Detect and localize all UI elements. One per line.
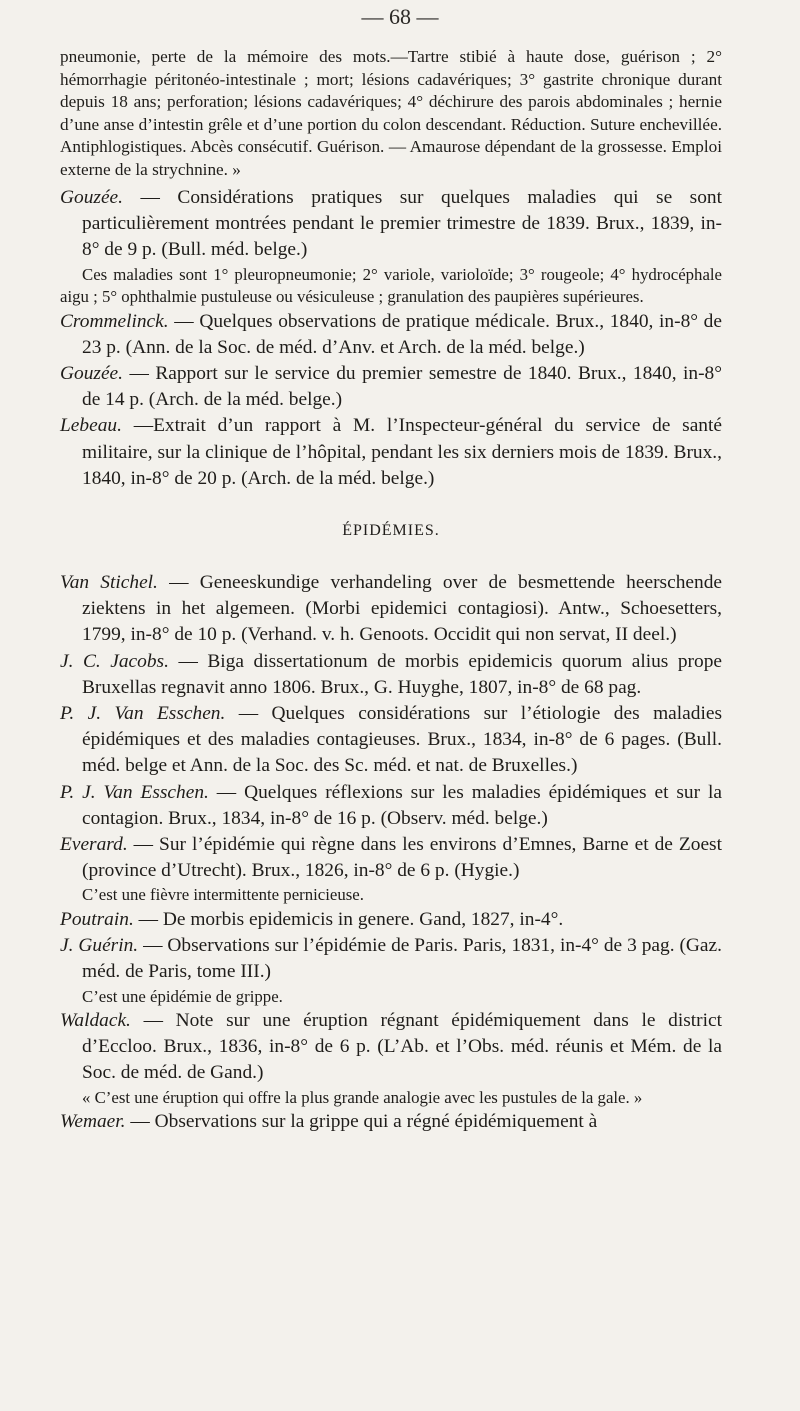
- entry-author: Crommelinck.: [60, 310, 169, 332]
- entry-text: — Quelques observations de pratique médicale. Brux., 1840, in-8° de 23 p. (Ann. de la Soc. de méd. d’Anv. et Arch. de la méd. belge.): [82, 310, 722, 358]
- page-number: — 68 —: [361, 4, 439, 29]
- bibliography-entry: [60, 780, 722, 832]
- entry-author: P. J. Van Esschen.: [60, 781, 209, 803]
- entries-after: [60, 570, 722, 1135]
- entry-author: Gouzée.: [60, 187, 124, 208]
- entry-note: « C’est une éruption qui offre la plus grande analogie avec les pustules de la gale. »: [82, 1087, 643, 1107]
- entry-text: — Sur l’épidémie qui règne dans les environs d’Emnes, Barne et de Zoest (province d’Utrecht). Brux., 1826, in-8° de 6 p. (Hygie.): [82, 834, 722, 882]
- entry-author: P. J. Van Esschen.: [60, 703, 226, 725]
- entry-author: J. Guérin.: [60, 935, 139, 957]
- bibliography-entry: [60, 701, 722, 780]
- entry-author: Poutrain.: [60, 908, 134, 930]
- entry-author: Wemaer.: [60, 1111, 126, 1133]
- entry-note: C’est une fièvre intermittente pernicieuse.: [82, 885, 364, 905]
- entry-author: Everard.: [60, 834, 128, 856]
- bibliography-entry: [60, 570, 722, 649]
- entry-text: — Observations sur l’épidémie de Paris. Paris, 1831, in-4° de 3 pag. (Gaz. méd. de Paris, tome III.): [82, 935, 722, 983]
- entry-text: —Extrait d’un rapport à M. l’Inspecteur-général du service de santé militaire, sur la clinique de l’hôpital, pendant les six derniers mois de 1839. Brux., 1840, in-8° de 20 p. (Arch. de la méd. belge.): [82, 415, 722, 489]
- entry-author: Waldack.: [60, 1010, 131, 1032]
- bibliography-entry: [60, 185, 722, 309]
- entry-note: C’est une épidémie de grippe.: [82, 986, 283, 1006]
- entry-text: — Quelques réflexions sur les maladies épidémiques et sur la contagion. Brux., 1834, in-8° de 16 p. (Observ. méd. belge.): [82, 781, 722, 829]
- entry-text: — Observations sur la grippe qui a régné épidémiquement à: [125, 1111, 598, 1133]
- bibliography-entry: [60, 361, 722, 413]
- entry-text: — De morbis epidemicis in genere. Gand, 1827, in-4°.: [133, 908, 564, 930]
- bibliography-entry: [60, 413, 722, 492]
- bibliography-entry: [60, 309, 722, 361]
- entry-text: — Quelques considérations sur l’étiologie des maladies épidémiques et des maladies contagieuses. Brux., 1834, in-8° de 6 pages. (Bull. méd. belge et Ann. de la Soc. des Sc. méd. et nat. de Bruxelles.): [82, 703, 722, 777]
- entry-author: Van Stichel.: [60, 572, 158, 594]
- bibliography-entry: [60, 832, 722, 907]
- entry-text: — Note sur une éruption régnant épidémiquement dans le district d’Eccloo. Brux., 1836, in-8° de 6 p. (L’Ab. et l’Obs. méd. réunis et Mém. de la Soc. de méd. de Gand.): [82, 1010, 722, 1084]
- bibliography-entry: [60, 933, 722, 1008]
- entry-text: — Rapport sur le service du premier semestre de 1840. Brux., 1840, in-8° de 14 p. (Arch. de la méd. belge.): [82, 363, 722, 411]
- entry-author: J. C. Jacobs.: [60, 650, 169, 672]
- section-heading: ÉPIDÉMIES.: [342, 522, 440, 540]
- intro-paragraph: pneumonie, perte de la mémoire des mots.—Tartre stibié à haute dose, guérison ; 2° hémorrhagie péritonéo-intestinale ; mort; lésions cadavériques; 3° gastrite chronique durant depuis 18 ans; perforation; lésions cadavériques; 4° déchirure des parois abdominales ; hernie d’une anse d’intestin grêle et d’une portion du colon descendant. Réduction. Suture enchevillée. Antiphlogistiques. Abcès consécutif. Guérison. — Amaurose dépendant de la grossesse. Emploi externe de la strychnine. »: [60, 47, 722, 179]
- entry-author: Lebeau.: [60, 415, 122, 437]
- entries-before: [60, 185, 722, 492]
- bibliography-entry: [60, 1109, 722, 1135]
- page-content: [0, 46, 800, 1135]
- entry-note: Ces maladies sont 1° pleuropneumonie; 2° variole, varioloïde; 3° rougeole; 4° hydrocéphale aigu ; 5° ophthalmie pustuleuse ou vésiculeuse ; granulation des paupières supérieures.: [60, 264, 722, 307]
- bibliography-entry: [60, 1008, 722, 1109]
- entry-text: — Considérations pratiques sur quelques maladies qui se sont particulièrement montrées pendant le premier trimestre de 1839. Brux., 1839, in-8° de 9 p. (Bull. méd. belge.): [82, 187, 722, 261]
- entry-author: Gouzée.: [60, 363, 124, 385]
- bibliography-entry: [60, 649, 722, 701]
- entry-text: — Geneeskundige verhandeling over de besmettende heerschende ziektens in het algemeen. (Morbi epidemici contagiosi). Antw., Schoesetters, 1799, in-8° de 10 p. (Verhand. v. h. Genoots. Occidit qui non servat, II deel.): [82, 572, 722, 646]
- entry-text: — Biga dissertationum de morbis epidemicis quorum alius prope Bruxellas regnavit anno 1806. Brux., G. Huyghe, 1807, in-8° de 68 pag.: [82, 650, 723, 698]
- bibliography-entry: [60, 907, 722, 933]
